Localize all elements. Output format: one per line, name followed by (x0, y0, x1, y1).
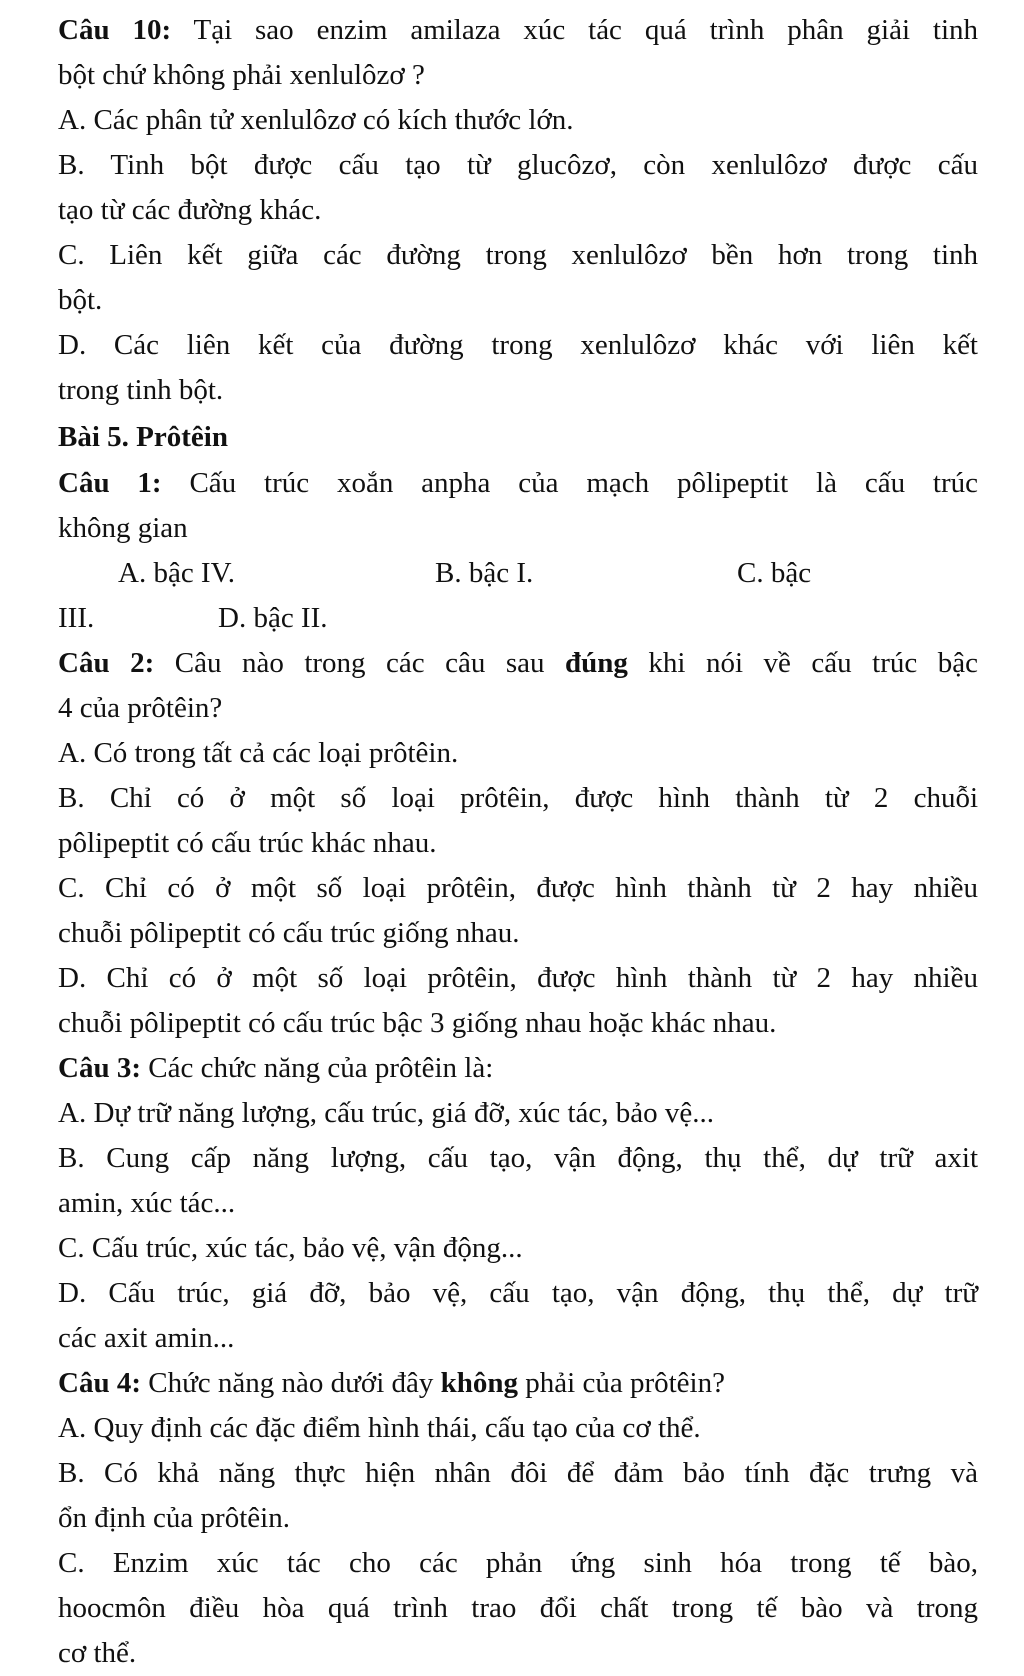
q4-option-c-line3: cơ thể. (58, 1637, 137, 1669)
q10-option-b-line1: B. Tinh bột được cấu tạo từ glucôzơ, còn xenlulôzơ được cấu (58, 149, 978, 181)
q3-option-d-line1: D. Cấu trúc, giá đỡ, bảo vệ, cấu tạo, vận động, thụ thể, dự trữ (58, 1277, 978, 1309)
q4-option-a: A. Quy định các đặc điểm hình thái, cấu tạo của cơ thể. (58, 1412, 701, 1444)
q2-stem-line1: Câu 2: Câu nào trong các câu sau đúng khi nói về cấu trúc bậc (58, 647, 978, 679)
q4-label: Câu 4: (58, 1367, 141, 1399)
q1-option-c-part1: C. bậc (737, 557, 812, 589)
q3-option-b-line1: B. Cung cấp năng lượng, cấu tạo, vận động, thụ thể, dự trữ axit (58, 1142, 978, 1174)
q3-option-a: A. Dự trữ năng lượng, cấu trúc, giá đỡ, xúc tác, bảo vệ... (58, 1097, 715, 1129)
q3-option-d-line2: các axit amin... (58, 1322, 235, 1354)
q10-option-d-line2: trong tinh bột. (58, 374, 224, 406)
q1-option-b: B. bậc I. (435, 557, 534, 589)
q2-emphasis: đúng (565, 647, 628, 679)
q10-stem-line1: Câu 10: Tại sao enzim amilaza xúc tác quá trình phân giải tinh (58, 14, 978, 46)
q10-option-c-line1: C. Liên kết giữa các đường trong xenlulôzơ bền hơn trong tinh (58, 239, 978, 271)
q2-label: Câu 2: (58, 647, 155, 679)
q2-option-c-line1: C. Chỉ có ở một số loại prôtêin, được hình thành từ 2 hay nhiều (58, 872, 978, 904)
q1-option-a: A. bậc IV. (118, 557, 236, 589)
q4-stem: Câu 4: Chức năng nào dưới đây không phải của prôtêin? (58, 1367, 725, 1399)
q2-option-c-line2: chuỗi pôlipeptit có cấu trúc giống nhau. (58, 917, 520, 949)
q1-options-row1 (58, 551, 978, 596)
q1-stem-line2: không gian (58, 512, 188, 544)
q2-stem-line2: 4 của prôtêin? (58, 692, 223, 724)
q4-emphasis: không (440, 1367, 519, 1399)
q10-stem-line2: bột chứ không phải xenlulôzơ ? (58, 59, 425, 91)
q10-option-b-line2: tạo từ các đường khác. (58, 194, 322, 226)
q10-option-a: A. Các phân tử xenlulôzơ có kích thước lớn. (58, 104, 574, 136)
q10-option-d-line1: D. Các liên kết của đường trong xenlulôzơ khác với liên kết (58, 329, 978, 361)
q2-option-a: A. Có trong tất cả các loại prôtêin. (58, 737, 459, 769)
section-title: Bài 5. Prôtêin (58, 421, 228, 453)
q3-label: Câu 3: (58, 1052, 141, 1084)
q2-option-d-line1: D. Chỉ có ở một số loại prôtêin, được hình thành từ 2 hay nhiều (58, 962, 978, 994)
q4-option-b-line1: B. Có khả năng thực hiện nhân đôi để đảm bảo tính đặc trưng và (58, 1457, 978, 1489)
q2-option-b-line2: pôlipeptit có cấu trúc khác nhau. (58, 827, 437, 859)
q4-option-b-line2: ổn định của prôtêin. (58, 1502, 290, 1534)
q3-stem: Câu 3: Các chức năng của prôtêin là: (58, 1052, 494, 1084)
document-page (58, 8, 978, 1676)
q1-option-d: D. bậc II. (218, 602, 328, 634)
q2-option-d-line2: chuỗi pôlipeptit có cấu trúc bậc 3 giống nhau hoặc khác nhau. (58, 1007, 777, 1039)
q4-option-c-line1: C. Enzim xúc tác cho các phản ứng sinh hóa trong tế bào, (58, 1547, 978, 1579)
q10-option-c-line2: bột. (58, 284, 103, 316)
q1-options-row2 (58, 596, 978, 641)
q2-option-b-line1: B. Chỉ có ở một số loại prôtêin, được hình thành từ 2 chuỗi (58, 782, 978, 814)
q4-option-c-line2: hoocmôn điều hòa quá trình trao đổi chất trong tế bào và trong (58, 1592, 978, 1624)
q1-label: Câu 1: (58, 467, 162, 499)
q3-option-b-line2: amin, xúc tác... (58, 1187, 236, 1219)
q3-option-c: C. Cấu trúc, xúc tác, bảo vệ, vận động... (58, 1232, 523, 1264)
q1-stem-line1: Câu 1: Cấu trúc xoắn anpha của mạch pôlipeptit là cấu trúc (58, 467, 979, 499)
q1-option-c-part2: III. (58, 602, 95, 634)
q10-label: Câu 10: (58, 14, 172, 46)
